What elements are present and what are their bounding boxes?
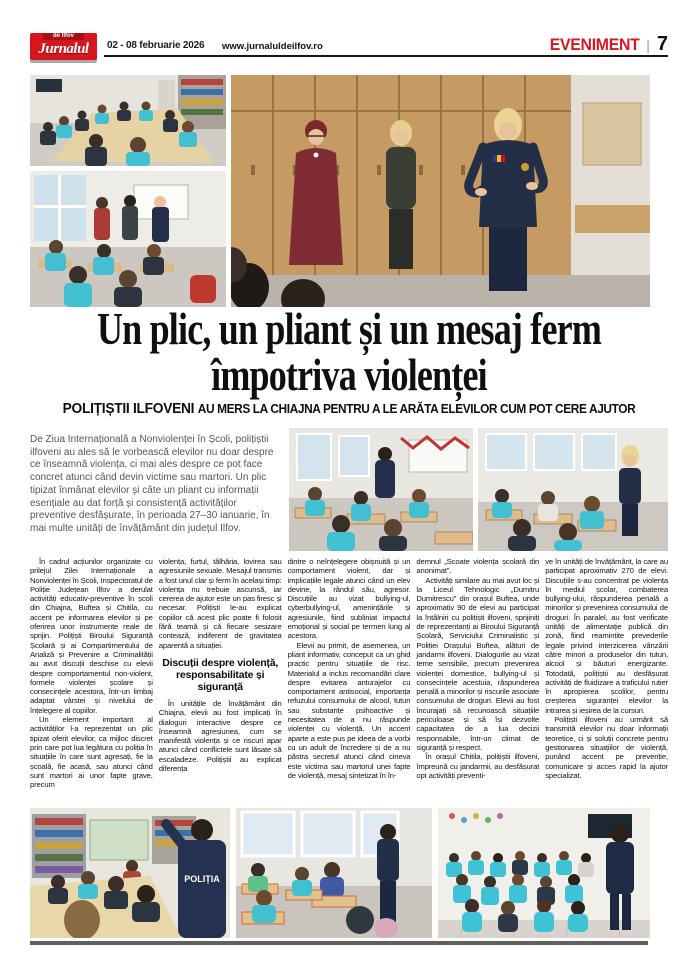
photo-classroom-officer-standing xyxy=(236,808,432,938)
photo-library-politia-back xyxy=(30,808,230,938)
body-column-4 xyxy=(416,557,539,808)
article-body xyxy=(30,557,668,808)
body-paragraph: ve în unități de învățământ, la care au participat aproximativ 270 de elevi. Discuțiile s-au concentrat pe violența în mediul școlar, combaterea bullying-ului, răspunderea penală a minorilor și prevenirea consumului de droguri. În paralel, au fost verificate unități de alimentație publică din zonă, fiind reamintite prevederile legale privind interzicerea vânzării către minori a produselor din tutun, alcool și băuturi energizante. Totodată, polițiștii au desfășurat activități de fluidizare a traficului rutier în apropierea școlilor, pentru creșterea siguranței elevilor la intrarea și ieșirea de la cursuri. xyxy=(545,557,668,715)
body-subheading: Discuții despre violență, responsabilitate și siguranță xyxy=(162,656,279,693)
article-headline xyxy=(30,306,668,398)
photo-library-roundtable xyxy=(30,75,226,166)
photo-students-group-officer xyxy=(438,808,650,938)
article-kicker xyxy=(46,400,652,418)
page-number: 7 xyxy=(656,33,668,55)
section-label: EVENIMENT xyxy=(549,35,640,54)
body-paragraph: În orașul Chitila, polițiștii ilfoveni, împreună cu jandarmii, au desfășurat opt activități preventi- xyxy=(416,752,540,780)
headline-line-1: Un plic, un pliant și un mesaj ferm xyxy=(96,304,602,354)
body-paragraph: Polițiști ilfoveni au urmărit să transmită elevilor nu doar informații teoretice, ci și soluții concrete pentru gestionarea situațiilor de violență, punând accent pe prevenție, comunicare și acces rapid la ajutor specializat. xyxy=(545,715,668,780)
issue-date: 02 - 08 februarie 2026 xyxy=(107,40,205,51)
body-paragraph: Activități similare au mai avut loc și la Liceul Tehnologic „Dumitru Dumitrescu” din orașul Buftea, unde aproximativ 90 de elevi au participat la întâlniri cu polițiști ilfoveni, sprijiniți de reprezentanți ai Biroului Siguranță Școlară, Serviciului Criminalistic și Poliției Orașului Buftea, alături de jandarmi ilfoveni. Dialogurile au vizat teme sensibile, precum prevenirea violenței domestice, bullying-ul și consecințele acestuia, răspunderea penală a minorilor și riscurile asociate consumului de droguri. Elevii au fost încurajați să recunoască situațiile periculoase și să își dezvolte capacitatea de a lua decizii responsabile, într-un climat de siguranță și respect. xyxy=(416,575,540,752)
body-paragraph: Un element important al activităților l-a reprezentat un plic tipizat oferit elevilor, ca mijloc discret prin care pot lua legătura cu poliția în situațiile în care sunt agresați, fie la școală, fie acasă, sau atunci când sunt martori ai unor fapte grave, precum xyxy=(30,715,153,790)
photo-classroom-officer-front xyxy=(478,428,668,551)
section-block xyxy=(543,33,668,56)
logo-tagline: de Ilfov xyxy=(43,33,84,40)
photo-classroom-officer-back xyxy=(289,428,473,551)
photo-officer-speaking-lockers xyxy=(231,75,650,307)
lead-paragraph: De Ziua Internațională a Nonviolenței în Școli, polițiștii ilfoveni au ales să le vorbească elevilor nu doar despre ce înseamnă violența, ci mai ales despre ce pot face concret atunci când devin victime sau martori. Un plic tipizat înmânat elevilor și câte un pliant cu informații esențiale au dat forță și consistență activităților preventive desfășurate, în perioada 27–30 ianuarie, în mai multe unități de învățământ din județul Ilfov. xyxy=(30,434,274,534)
body-column-3 xyxy=(288,557,411,808)
photo-classroom-presentation xyxy=(30,171,226,307)
bottom-rule xyxy=(30,941,648,945)
body-paragraph: Elevii au primit, de asemenea, un pliant informativ, conceput ca un ghid practic pentru situațiile de risc. Materialul a inclus recomandări clare despre evitarea anturajelor cu comportament antisocial, importanța refuzului consumului de alcool, tutun sau substanțe psihoactive și necesitatea de a nu răspunde violenței cu violență. Un accent aparte a este pus pe ideea de a vorbi cu un adult de încredere și de a nu păstra secretul atunci când cineva este victima sau martorul unei fapte de violență, mesaj sintetizat în în- xyxy=(287,640,411,780)
body-column-5 xyxy=(545,557,668,808)
masthead-rule xyxy=(104,55,668,57)
section-separator: | xyxy=(646,37,650,53)
kicker-lead: POLIȚIȘTII ILFOVENI xyxy=(62,401,198,417)
body-paragraph: În unitățile de învățământ din Chiajna, elevii au fost implicați în dialoguri interactive despre ce înseamnă agresiunea, cum se manifestă violența și ce riscuri apar atunci când conflictele sunt lăsate să escaladeze. Polițiștii au explicat diferența xyxy=(158,698,282,774)
body-paragraph: În cadrul acțiunilor organizate cu prilejul Zilei Internaționale a Nonviolenței în Școli, Inspectoratul de Poliție Județean Ilfov a derulat activități educativ-preventive în școli din Chiajna, Buftea și Chitila, cu accent pe informarea elevilor și pe oferirea unor instrumente reale de sprijin. Polițiști Biroului Siguranță Școlară și ai Compartimentului de Analiză și Prevenire a Criminalității au avut discuții deschise cu elevii despre comportamentul non-violent, formele violenței școlare și consecințele acestora, într-un limbaj adaptat vârstei și nivelului de înțelegere al copiilor. xyxy=(30,557,153,715)
body-column-1 xyxy=(30,557,153,808)
logo-jurnalul-de-ilfov xyxy=(30,33,97,60)
kicker-rest: AU MERS LA CHIAJNA PENTRU A LE ARĂTA ELEVILOR CUM POT CERE AJUTOR xyxy=(197,402,636,416)
website-url: www.jurnaluldeilfov.ro xyxy=(222,41,323,52)
headline-line-2: împotriva violenței xyxy=(211,350,487,400)
body-paragraph: violența, furtul, tâlhăria, lovirea sau agresiunile sexuale. Mesajul transmis a fost unul clar și ferm în același timp: violența nu trebuie ascunsă, iar cererea de ajutor este un pas firesc și necesar. Polițiști le-au explicat copiilor că acest plic poate fi folosit fără teamă și că fiecare sesizare contează, indiferent de gravitatea aparentă a situației. xyxy=(158,557,282,650)
body-paragraph: demnul „Scoate violența școlară din anonimat”. xyxy=(416,557,540,576)
politia-back-text: POLIȚIA xyxy=(184,874,220,884)
body-column-2 xyxy=(159,557,282,808)
logo-title: Jurnalul xyxy=(38,41,89,57)
body-paragraph: dintre o neînțelegere obișnuită și un comportament violent, dar și implicațiile legale atunci când un elev devine, la rândul său, agresor. Discuțiile au vizat bullying-ul, cyberbullying-ul, amenințările și agresiunile, fiind subliniat impactul emoțional și social pe termen lung al acestora. xyxy=(287,557,411,641)
